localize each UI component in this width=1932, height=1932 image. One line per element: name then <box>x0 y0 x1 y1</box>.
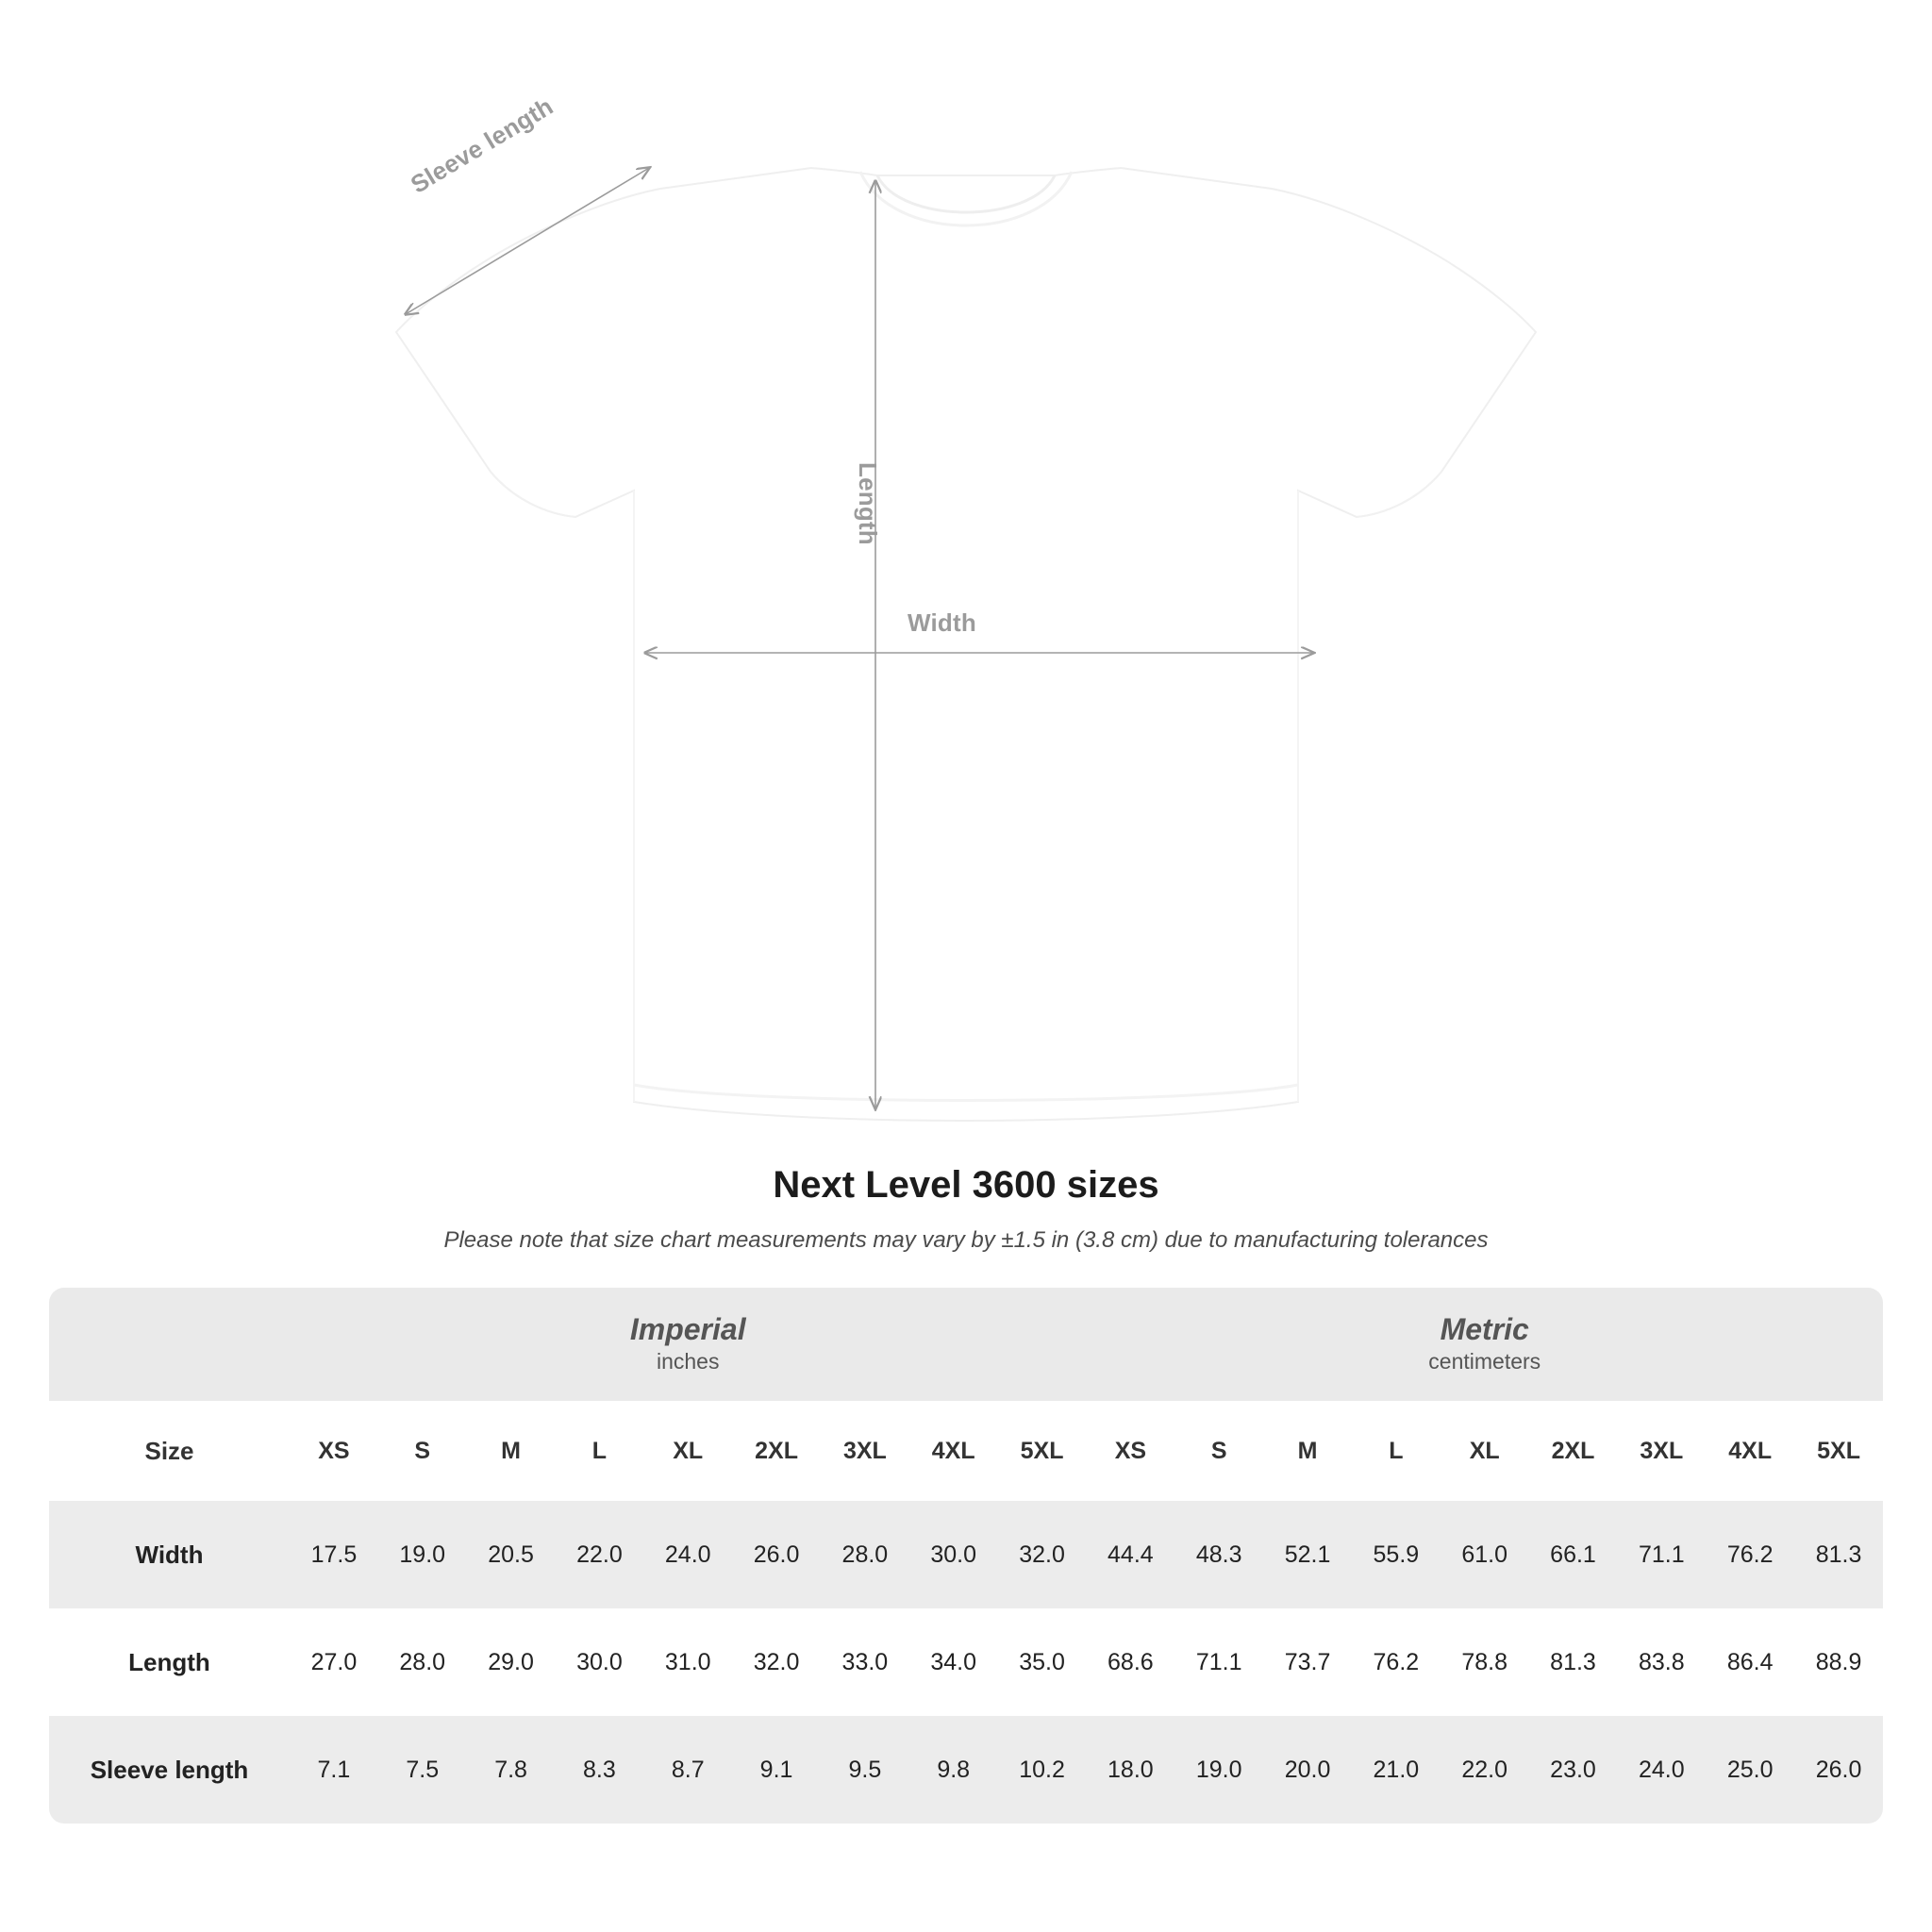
cell-length-imperial: 35.0 <box>998 1608 1087 1716</box>
cell-width-imperial: 22.0 <box>555 1501 643 1608</box>
cell-width-metric: 81.3 <box>1794 1501 1883 1608</box>
cell-length-metric: 78.8 <box>1441 1608 1529 1716</box>
cell-width-imperial: 20.5 <box>467 1501 556 1608</box>
cell-sleeve-imperial: 7.8 <box>467 1716 556 1824</box>
size-header-cell: M <box>1263 1401 1352 1501</box>
table-row <box>49 1608 1883 1716</box>
cell-length-metric: 71.1 <box>1174 1608 1263 1716</box>
imperial-label: Imperial <box>629 1311 746 1346</box>
cell-length-imperial: 32.0 <box>732 1608 821 1716</box>
cell-width-metric: 55.9 <box>1352 1501 1441 1608</box>
size-header-cell: 5XL <box>1794 1401 1883 1501</box>
cell-sleeve-metric: 22.0 <box>1441 1716 1529 1824</box>
page-title: Next Level 3600 sizes <box>773 1164 1159 1206</box>
cell-length-imperial: 27.0 <box>290 1608 378 1716</box>
table-row <box>49 1501 1883 1608</box>
cell-length-metric: 88.9 <box>1794 1608 1883 1716</box>
table-row <box>49 1716 1883 1824</box>
cell-width-metric: 76.2 <box>1706 1501 1794 1608</box>
cell-sleeve-metric: 24.0 <box>1617 1716 1706 1824</box>
size-table <box>49 1288 1883 1824</box>
cell-length-imperial: 30.0 <box>555 1608 643 1716</box>
size-header-cell: S <box>1174 1401 1263 1501</box>
cell-sleeve-imperial: 8.3 <box>555 1716 643 1824</box>
cell-width-metric: 52.1 <box>1263 1501 1352 1608</box>
title-block <box>0 1164 1932 1254</box>
tshirt-shape <box>396 168 1536 1121</box>
size-header-cell: 2XL <box>1529 1401 1618 1501</box>
cell-sleeve-metric: 21.0 <box>1352 1716 1441 1824</box>
cell-width-imperial: 28.0 <box>821 1501 909 1608</box>
size-header-cell: 3XL <box>1617 1401 1706 1501</box>
size-header-label: Size <box>49 1401 290 1501</box>
cell-sleeve-metric: 18.0 <box>1086 1716 1174 1824</box>
cell-length-imperial: 33.0 <box>821 1608 909 1716</box>
size-header-cell: XL <box>643 1401 732 1501</box>
metric-label: Metric <box>1440 1311 1529 1346</box>
metric-sublabel: centimeters <box>1428 1349 1541 1374</box>
size-header-cell: XS <box>290 1401 378 1501</box>
cell-length-metric: 68.6 <box>1086 1608 1174 1716</box>
cell-sleeve-imperial: 9.5 <box>821 1716 909 1824</box>
cell-width-metric: 71.1 <box>1617 1501 1706 1608</box>
cell-length-imperial: 31.0 <box>643 1608 732 1716</box>
row-label-length: Length <box>49 1608 290 1716</box>
width-label: Width <box>908 608 976 637</box>
size-header-cell: L <box>555 1401 643 1501</box>
size-header-cell: 4XL <box>909 1401 998 1501</box>
length-label: Length <box>854 462 882 545</box>
size-header-cell: XL <box>1441 1401 1529 1501</box>
size-header-cell: 2XL <box>732 1401 821 1501</box>
cell-sleeve-metric: 19.0 <box>1174 1716 1263 1824</box>
cell-width-metric: 66.1 <box>1529 1501 1618 1608</box>
unit-header-corner <box>49 1288 290 1401</box>
cell-sleeve-imperial: 7.1 <box>290 1716 378 1824</box>
cell-sleeve-imperial: 7.5 <box>378 1716 467 1824</box>
cell-sleeve-metric: 25.0 <box>1706 1716 1794 1824</box>
size-header-cell: 4XL <box>1706 1401 1794 1501</box>
cell-sleeve-imperial: 9.8 <box>909 1716 998 1824</box>
cell-width-metric: 61.0 <box>1441 1501 1529 1608</box>
size-header-cell: 3XL <box>821 1401 909 1501</box>
imperial-sublabel: inches <box>656 1349 720 1374</box>
row-label-sleeve-length: Sleeve length <box>49 1716 290 1824</box>
cell-sleeve-metric: 20.0 <box>1263 1716 1352 1824</box>
cell-width-imperial: 24.0 <box>643 1501 732 1608</box>
size-header-cell: S <box>378 1401 467 1501</box>
cell-width-imperial: 17.5 <box>290 1501 378 1608</box>
cell-sleeve-imperial: 9.1 <box>732 1716 821 1824</box>
cell-length-metric: 83.8 <box>1617 1608 1706 1716</box>
size-header-row <box>49 1401 1883 1501</box>
cell-length-imperial: 29.0 <box>467 1608 556 1716</box>
unit-header-row <box>49 1288 1883 1401</box>
cell-length-imperial: 28.0 <box>378 1608 467 1716</box>
cell-width-imperial: 19.0 <box>378 1501 467 1608</box>
cell-width-imperial: 26.0 <box>732 1501 821 1608</box>
cell-sleeve-metric: 23.0 <box>1529 1716 1618 1824</box>
cell-width-imperial: 30.0 <box>909 1501 998 1608</box>
row-label-width: Width <box>49 1501 290 1608</box>
size-table-wrapper <box>49 1288 1883 1824</box>
cell-length-metric: 76.2 <box>1352 1608 1441 1716</box>
tolerance-note: Please note that size chart measurements may vary by ±1.5 in (3.8 cm) due to manufacturing tolerances <box>443 1227 1489 1253</box>
cell-width-metric: 44.4 <box>1086 1501 1174 1608</box>
cell-length-metric: 86.4 <box>1706 1608 1794 1716</box>
cell-width-metric: 48.3 <box>1174 1501 1263 1608</box>
cell-sleeve-imperial: 10.2 <box>998 1716 1087 1824</box>
size-header-cell: L <box>1352 1401 1441 1501</box>
cell-length-metric: 73.7 <box>1263 1608 1352 1716</box>
size-header-cell: 5XL <box>998 1401 1087 1501</box>
cell-length-metric: 81.3 <box>1529 1608 1618 1716</box>
size-header-cell: XS <box>1086 1401 1174 1501</box>
unit-header-imperial <box>290 1288 1086 1401</box>
cell-width-imperial: 32.0 <box>998 1501 1087 1608</box>
sleeve-length-label: Sleeve length <box>406 92 558 199</box>
cell-length-imperial: 34.0 <box>909 1608 998 1716</box>
cell-sleeve-metric: 26.0 <box>1794 1716 1883 1824</box>
unit-header-metric <box>1086 1288 1883 1401</box>
cell-sleeve-imperial: 8.7 <box>643 1716 732 1824</box>
size-header-cell: M <box>467 1401 556 1501</box>
